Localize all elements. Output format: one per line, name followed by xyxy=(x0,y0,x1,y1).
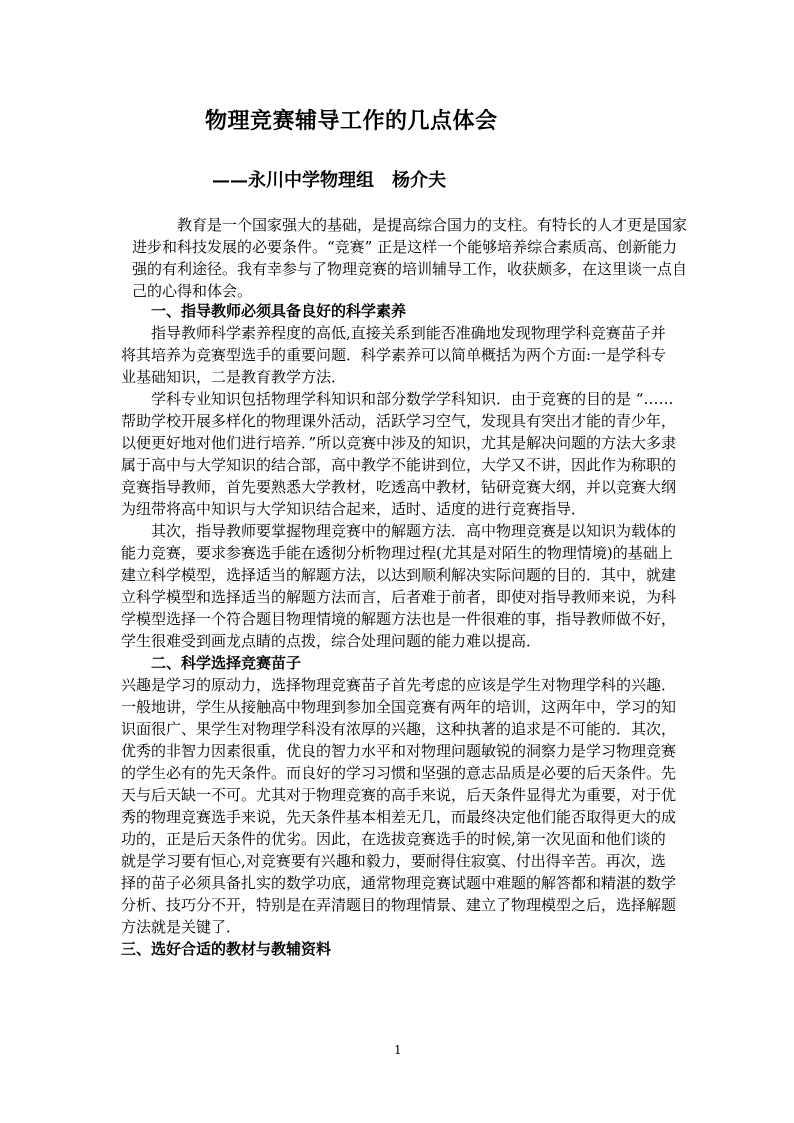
section1-paragraph-2: 学科专业知识包括物理学科知识和部分数学学科知识．由于竞赛的目的是 “……帮助学校开展多样化的物理课外活动，活跃学习空气，发现具有突出才能的青少年，以便更好地对他们进行培养．”所以竞赛中涉及的知识，尤其是解决问题的方法大多隶属于高中与大学知识的结合部，高中教学不能讲到位，大学又不讲，因此作为称职的竞赛指导教师，首先要熟悉大学教材，吃透高中教材，钻研竞赛大纲，并以竞赛大纲为纽带将高中知识与大学知识结合起来，适时、适度的进行竞赛指导． xyxy=(121,390,677,518)
section2-heading: 二、科学选择竞赛苗子 xyxy=(151,654,302,672)
section1-heading: 一、指导教师必须具备良好的科学素养 xyxy=(151,302,407,320)
intro-section xyxy=(132,214,688,302)
page-number: 1 xyxy=(394,1043,402,1057)
section3-heading: 三、选好合适的教材与教辅资料 xyxy=(121,940,332,958)
main-body xyxy=(121,300,677,960)
section1-paragraph-1: 指导教师科学素养程度的高低,直接关系到能否准确地发现物理学科竞赛苗子并将其培养为竞赛型选手的重要问题．科学素养可以简单概括为两个方面:一是学科专业基础知识，二是教育教学方法． xyxy=(121,324,667,386)
section2-paragraph-1: 兴趣是学习的原动力，选择物理竞赛苗子首先考虑的应该是学生对物理学科的兴趣．一般地讲，学生从接触高中物理到参加全国竞赛有两年的培训，这两年中，学习的知识面很广、果学生对物理学科没有浓厚的兴趣，这种执著的追求是不可能的．其次，优秀的非智力因素很重，优良的智力水平和对物理问题敏锐的洞察力是学习物理竞赛的学生必有的先天条件。而良好的学习习惯和坚强的意志品质是必要的后天条件。先天与后天缺一不可。尤其对于物理竞赛的高手来说，后天条件显得尤为重要，对于优秀的物理竞赛选手来说，先天条件基本相差无几，而最终决定他们能否取得更大的成功的，正是后天条件的优劣。因此，在选拔竞赛选手的时候,第一次见面和他们谈的就是学习要有恒心,对竞赛要有兴趣和毅力，要耐得住寂寞、付出得辛苦。再次，选择的苗子必须具备扎实的数学功底，通常物理竞赛试题中难题的解答都和精湛的数学分析、技巧分不开，特别是在弄清题目的物理情景、建立了物理模型之后，选择解题方法就是关键了． xyxy=(121,676,677,936)
intro-paragraph: 教育是一个国家强大的基础，是提高综合国力的支柱。有特长的人才更是国家进步和科技发展的必要条件。“竞赛” 正是这样一个能够培养综合素质高、创新能力强的有利途径。我有幸参与了物理竞赛的培训辅导工作，收获颇多，在这里谈一点自己的心得和体会。 xyxy=(132,216,688,300)
section1-paragraph-3: 其次，指导教师要掌握物理竞赛中的解题方法．高中物理竞赛是以知识为载体的能力竞赛，要求参赛选手能在透彻分析物理过程(尤其是对陌生的物理情境)的基础上建立科学模型，选择适当的解题方法，以达到顺利解决实际问题的目的．其中，就建立科学模型和选择适当的解题方法而言，后者难于前者，即使对指导教师来说，为科学模型选择一个符合题目物理情境的解题方法也是一件很难的事，指导教师做不好，学生很难受到画龙点睛的点拨，综合处理问题的能力难以提高． xyxy=(121,522,677,650)
document-subtitle: ——永川中学物理组 杨介夫 xyxy=(212,170,446,191)
document-title: 物理竞赛辅导工作的几点体会 xyxy=(205,108,498,134)
